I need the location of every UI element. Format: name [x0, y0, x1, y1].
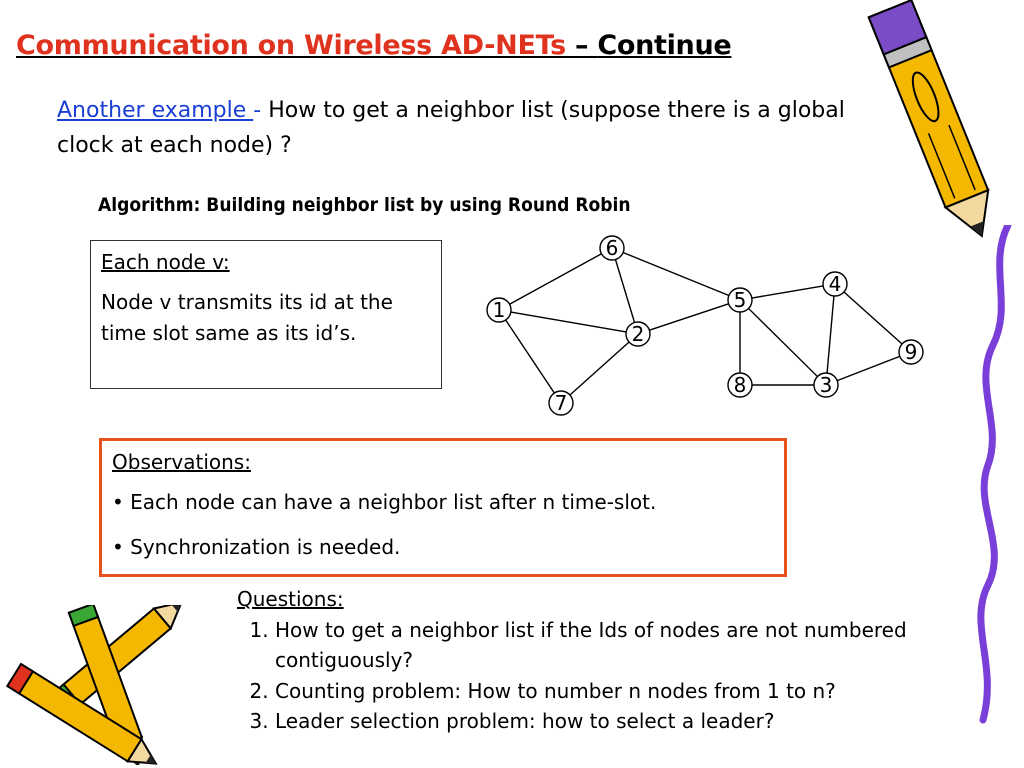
intro-dash: -	[253, 98, 262, 123]
graph-node-7	[549, 391, 573, 415]
node-box	[90, 240, 442, 389]
observations-heading: Observations:	[112, 450, 251, 474]
graph-node-label: 5	[733, 288, 747, 312]
intro-text: How to get a neighbor list (suppose there is a global clock at each node) ?	[57, 98, 845, 158]
pencil-icon	[860, 0, 1010, 250]
graph-nodes	[487, 236, 923, 415]
intro-paragraph	[57, 93, 887, 163]
graph-node-1	[487, 298, 511, 322]
observation-point: • Each node can have a neighbor list after n time-slot.	[112, 490, 657, 514]
graph-node-label: 6	[605, 236, 619, 260]
observations-box	[99, 438, 787, 577]
graph-node-4	[823, 272, 847, 296]
graph-edge-5-4	[752, 286, 823, 298]
graph-node-label: 8	[733, 373, 747, 397]
graph-node-label: 3	[819, 373, 833, 397]
graph-node-3	[814, 373, 838, 397]
graph-edge-2-5	[649, 304, 728, 330]
graph-edge-1-2	[511, 312, 626, 332]
graph-node-label: 4	[828, 272, 842, 296]
question-item: 3. Leader selection problem: how to select a leader?	[275, 706, 957, 737]
graph-node-6	[600, 236, 624, 260]
graph-edge-1-7	[506, 320, 555, 393]
crayons-icon	[0, 605, 215, 765]
graph-node-9	[899, 340, 923, 364]
graph-edge-4-3	[827, 296, 834, 373]
title-main: Communication on Wireless AD-NETs	[16, 30, 575, 61]
network-graph	[470, 228, 940, 428]
graph-node-2	[626, 322, 650, 346]
another-example-link[interactable]: Another example	[57, 98, 254, 123]
title-separator: –	[575, 30, 598, 61]
title-continuation: Continue	[597, 30, 732, 61]
algorithm-heading: Algorithm: Building neighbor list by using Round Robin	[98, 194, 631, 216]
graph-edge-6-2	[615, 259, 634, 322]
graph-edge-1-6	[510, 254, 602, 304]
graph-edge-3-9	[837, 356, 900, 380]
graph-edge-5-3	[749, 308, 818, 376]
graph-node-label: 1	[492, 298, 506, 322]
node-box-heading: Each node v:	[101, 250, 230, 274]
slide-title	[16, 30, 731, 61]
graph-node-8	[728, 373, 752, 397]
graph-node-label: 7	[554, 391, 568, 415]
graph-node-label: 2	[631, 322, 645, 346]
question-item: 2. Counting problem: How to number n nodes from 1 to n?	[275, 676, 957, 707]
graph-node-label: 9	[904, 340, 918, 364]
wavy-line	[968, 225, 1024, 725]
graph-edge-6-5	[623, 253, 729, 296]
graph-node-5	[728, 288, 752, 312]
observation-point: • Synchronization is needed.	[112, 535, 401, 559]
node-box-text: Node v transmits its id at the time slot same as its id’s.	[101, 290, 393, 345]
graph-edge-2-7	[570, 342, 629, 395]
questions-section	[237, 584, 957, 737]
question-item: 1. How to get a neighbor list if the Ids of nodes are not numbered contiguously?	[275, 615, 957, 676]
questions-heading: Questions:	[237, 587, 344, 611]
graph-edge-4-9	[844, 292, 902, 344]
questions-list	[237, 615, 957, 737]
